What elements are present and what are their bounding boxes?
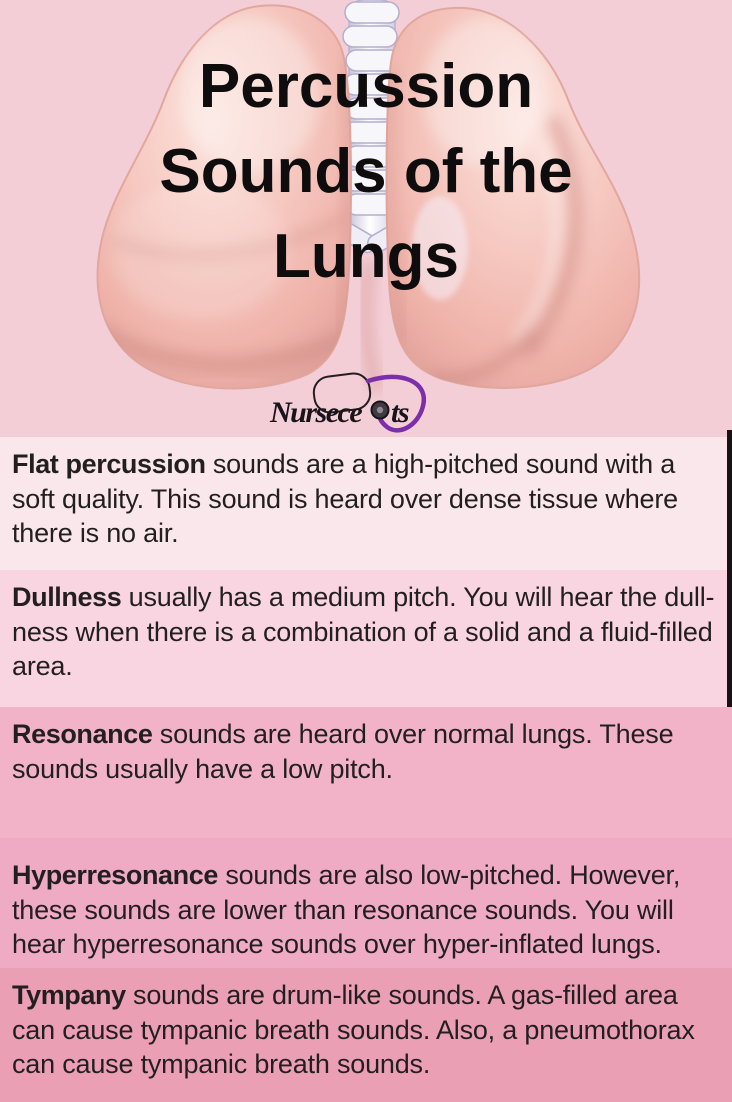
desc-hyperresonance: sounds are also low-pitched. However, these sounds are lower than resonance sounds. You will hear hyperresonance sounds over hyper-inflated lungs. <box>12 860 681 959</box>
right-edge-border <box>727 430 732 707</box>
section-flat-percussion <box>0 437 732 570</box>
brand-name-suffix: ts <box>391 396 409 429</box>
section-tympany <box>0 968 732 1102</box>
desc-flat-percussion: sounds are a high-pitched sound with a soft quality. This sound is heard over dense tissue where there is no air. <box>12 449 678 548</box>
brand-name-prefix: Nursece <box>270 396 362 429</box>
desc-dullness: usually has a medium pitch. You will hear the dull-ness when there is a combination of a solid and a fluid-filled area. <box>12 582 715 681</box>
title-line-1: Percussion <box>198 52 534 121</box>
section-hyperresonance <box>0 838 732 968</box>
desc-resonance: sounds are heard over normal lungs. These sounds usually have a low pitch. <box>12 719 674 784</box>
brand-logo <box>250 368 485 437</box>
header <box>0 0 732 437</box>
section-resonance <box>0 707 732 838</box>
title-line-2: Sounds of the <box>159 137 573 206</box>
title-line-3: Lungs <box>273 222 459 291</box>
term-resonance: Resonance <box>12 719 153 749</box>
term-tympany: Tympany <box>12 980 126 1010</box>
term-hyperresonance: Hyperresonance <box>12 860 218 890</box>
term-dullness: Dullness <box>12 582 122 612</box>
page-title <box>0 44 732 299</box>
desc-tympany: sounds are drum-like sounds. A gas-filled area can cause tympanic breath sounds. Also, a pneumothorax can cause tympanic breath sounds. <box>12 980 695 1079</box>
section-dullness <box>0 570 732 707</box>
term-flat-percussion: Flat percussion <box>12 449 206 479</box>
